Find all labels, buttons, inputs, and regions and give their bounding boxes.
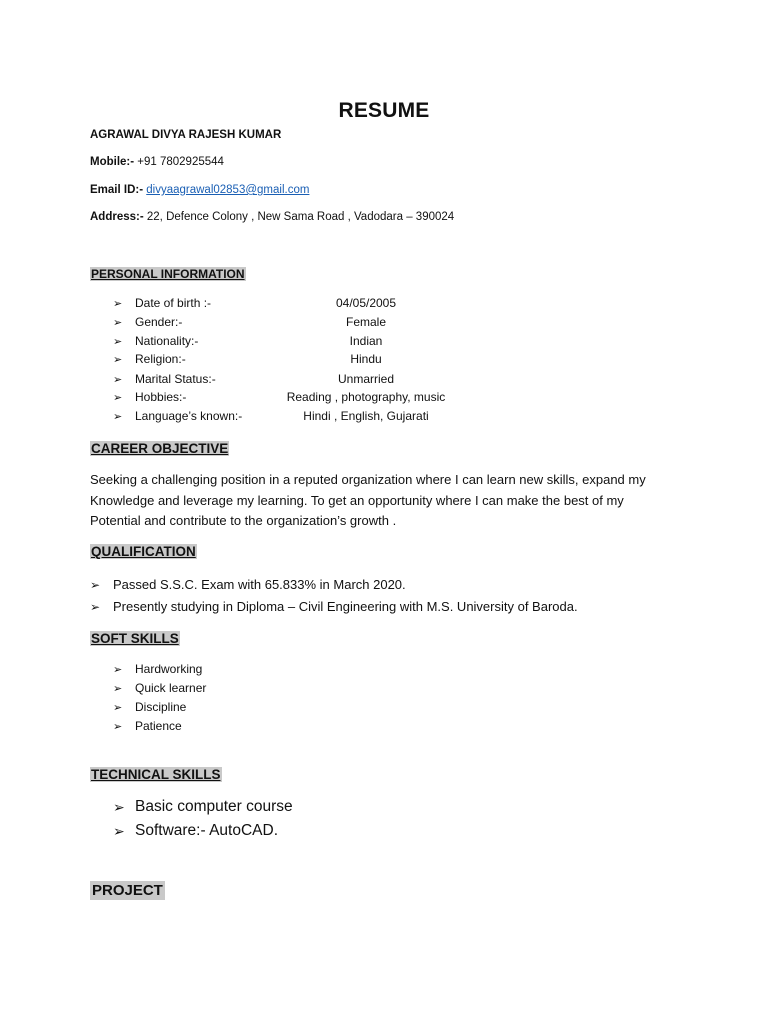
personal-info-row xyxy=(0,296,768,315)
technical-skill-text: Basic computer course xyxy=(135,798,293,815)
personal-info-row xyxy=(0,315,768,334)
personal-info-row xyxy=(0,409,768,428)
qualification-heading: QUALIFICATION xyxy=(91,544,196,559)
career-objective-heading: CAREER OBJECTIVE xyxy=(91,441,229,456)
info-label: Date of birth :- xyxy=(135,296,212,310)
email-link[interactable]: divyaagrawal02853@gmail.com xyxy=(146,184,310,196)
career-line: Seeking a challenging position in a reputed organization where I can learn new skills, expand my xyxy=(90,472,646,487)
info-value: Reading , photography, music xyxy=(286,390,446,404)
soft-skill-text: Hardworking xyxy=(135,662,203,676)
technical-skill-text: Software:- AutoCAD. xyxy=(135,822,279,839)
info-label: Language’s known:- xyxy=(135,409,243,423)
info-label: Gender:- xyxy=(135,315,183,329)
personal-info-row xyxy=(0,334,768,353)
soft-skill-item xyxy=(0,719,768,738)
arrow-bullet-icon: ➢ xyxy=(113,336,123,348)
qualification-text: Presently studying in Diploma – Civil Engineering with M.S. University of Baroda. xyxy=(113,599,578,614)
career-line: Potential and contribute to the organization’s growth . xyxy=(90,513,397,528)
arrow-bullet-icon: ➢ xyxy=(113,799,125,815)
technical-skills-heading: TECHNICAL SKILLS xyxy=(91,767,221,782)
info-label: Religion:- xyxy=(135,352,186,366)
career-line: Knowledge and leverage my learning. To get an opportunity where I can make the best of my xyxy=(90,492,624,508)
technical-skill-item xyxy=(0,798,768,822)
personal-info-row xyxy=(0,390,768,409)
personal-info-row xyxy=(0,372,768,391)
document-title: RESUME xyxy=(338,99,430,122)
qualification-item xyxy=(0,599,768,619)
personal-info-heading: PERSONAL INFORMATION xyxy=(91,267,245,281)
soft-skill-item xyxy=(0,700,768,719)
technical-skill-item xyxy=(0,822,768,846)
qualification-item xyxy=(0,577,768,597)
email-label: Email ID:- xyxy=(90,184,144,196)
mobile-line xyxy=(90,156,224,168)
personal-info-row xyxy=(0,352,768,371)
arrow-bullet-icon: ➢ xyxy=(113,823,125,839)
arrow-bullet-icon: ➢ xyxy=(113,392,123,404)
project-heading: PROJECT xyxy=(92,882,163,899)
arrow-bullet-icon: ➢ xyxy=(113,317,123,329)
soft-skill-text: Quick learner xyxy=(135,681,207,695)
arrow-bullet-icon: ➢ xyxy=(113,664,123,676)
soft-skill-item xyxy=(0,662,768,681)
arrow-bullet-icon: ➢ xyxy=(113,683,123,695)
info-label: Marital Status:- xyxy=(135,372,216,386)
soft-skill-text: Patience xyxy=(135,719,182,733)
info-value: 04/05/2005 xyxy=(335,296,397,310)
arrow-bullet-icon: ➢ xyxy=(113,354,123,366)
info-value: Indian xyxy=(349,334,383,348)
info-label: Nationality:- xyxy=(135,334,199,348)
mobile-label: Mobile:- xyxy=(90,156,135,168)
mobile-value: +91 7802925544 xyxy=(134,156,224,168)
qualification-text: Passed S.S.C. Exam with 65.833% in March 2020. xyxy=(113,577,406,592)
arrow-bullet-icon: ➢ xyxy=(113,374,123,386)
soft-skills-heading: SOFT SKILLS xyxy=(91,631,179,646)
arrow-bullet-icon: ➢ xyxy=(113,411,123,423)
address-line xyxy=(90,211,454,223)
email-line xyxy=(90,184,309,196)
arrow-bullet-icon: ➢ xyxy=(113,702,123,714)
arrow-bullet-icon: ➢ xyxy=(113,298,123,310)
arrow-bullet-icon: ➢ xyxy=(90,578,101,592)
career-objective-text xyxy=(90,470,690,532)
address-value: 22, Defence Colony , New Sama Road , Vadodara – 390024 xyxy=(143,211,455,223)
address-label: Address:- xyxy=(90,211,144,223)
soft-skill-item xyxy=(0,681,768,700)
info-value: Hindi , English, Gujarati xyxy=(303,409,429,423)
soft-skill-text: Discipline xyxy=(135,700,187,714)
arrow-bullet-icon: ➢ xyxy=(90,600,101,614)
arrow-bullet-icon: ➢ xyxy=(113,721,123,733)
info-value: Hindu xyxy=(350,352,382,366)
info-value: Female xyxy=(345,315,386,329)
candidate-name: AGRAWAL DIVYA RAJESH KUMAR xyxy=(90,129,282,141)
info-label: Hobbies:- xyxy=(135,390,187,404)
info-value: Unmarried xyxy=(337,372,394,386)
